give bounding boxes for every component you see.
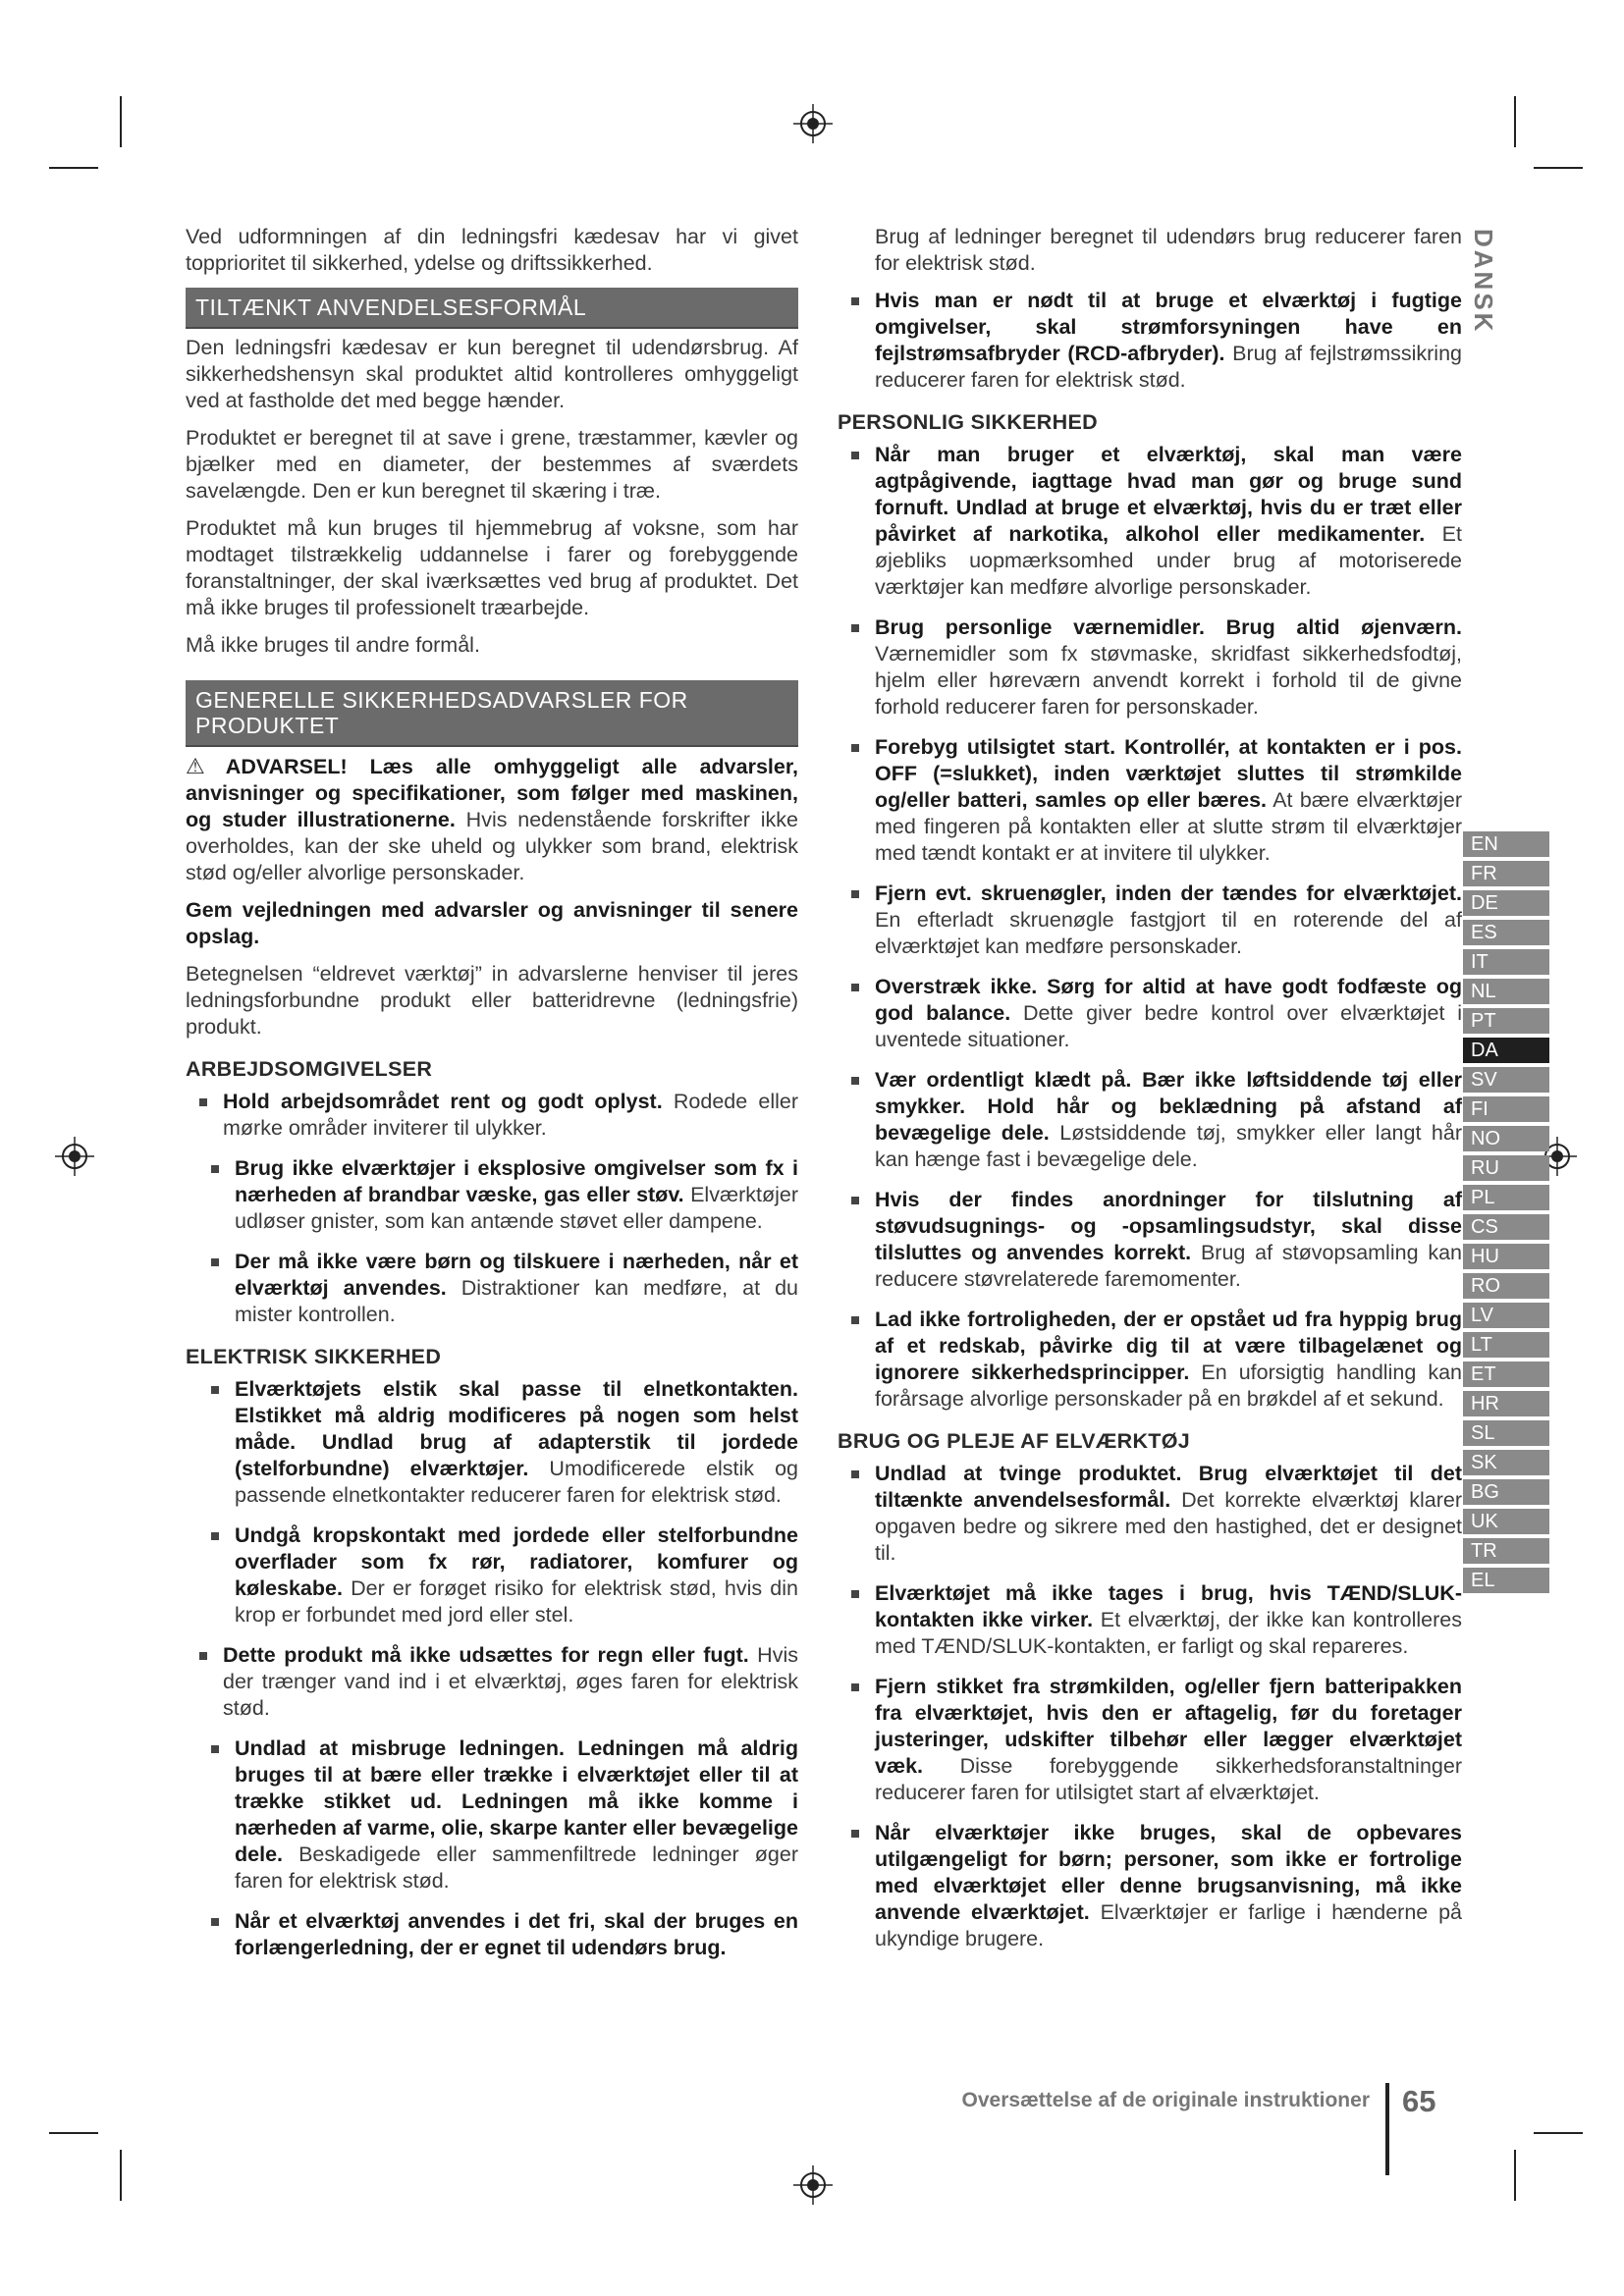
bullet-icon [851,297,859,305]
intended-paragraph: Produktet må kun bruges til hjemmebrug af voksne, som har modtaget tilstrækkelig uddannelse i farer og forebyggende foranstaltninger, der skal iværksættes ved brug af produktet. Det må ikke bruges til professionelt træarbejde. [186,516,798,619]
left-column [186,224,798,1975]
section-header-intended-use: TILTÆNKT ANVENDELSESFORMÅL [186,288,798,329]
language-tab-el: EL [1463,1568,1549,1593]
subheading-work-area: ARBEJDSOMGIVELSER [186,1057,433,1081]
subheading-electrical-safety: ELEKTRISK SIKKERHED [186,1345,442,1368]
list-item: Når man bruger et elværktøj, skal man være agtpågivende, iagttage hvad man gør og bruge sund fornuft. Undlad at bruge et elværktøj, hvis du er træt eller påvirket af narkotika, alkohol eller medikamenter. Et øjebliks uopmærksomhed under brug af motoriserede værktøjer kan medføre alvorlige personskader. [838,442,1462,601]
bullet-icon [199,1652,207,1660]
bullet-icon [211,1386,219,1394]
list-item: Når elværktøjer ikke bruges, skal de opbevares utilgængeligt for børn; personer, som ikke er fortrolige med elværktøjet eller denne brugsanvisning, må ikke anvende elværktøjet. Elværktøjer er farlige i hænderne på ukyndige brugere. [838,1820,1462,1952]
crop-mark [49,167,98,169]
page-number: 65 [1402,2084,1436,2118]
section-header-general-safety: GENERELLE SIKKERHEDSADVARSLER FOR PRODUKTET [186,680,798,747]
continued-paragraph: Brug af ledninger beregnet til udendørs brug reducerer faren for elektrisk stød. [875,225,1462,275]
language-tab-it: IT [1463,949,1549,975]
language-tab-hu: HU [1463,1244,1549,1269]
bullet-icon [211,1165,219,1173]
bullet-icon [211,1532,219,1540]
bullet-icon [211,1918,219,1926]
term-paragraph: Betegnelsen “eldrevet værktøj” in advarslerne henviser til jeres ledningsforbundne produkt eller batteridrevne (ledningsfrie) produkt. [186,962,798,1039]
bullet-icon [851,1197,859,1204]
bullet-icon [851,1077,859,1085]
bullet-icon [851,984,859,991]
bullet-icon [211,1745,219,1753]
list-item: Vær ordentligt klædt på. Bær ikke løftsiddende tøj eller smykker. Hold hår og beklædning på afstand af bevægelige dele. Løstsiddende tøj, smykker eller langt hår kan hænge fast i bevægelige dele. [838,1067,1462,1173]
bullet-icon [851,624,859,632]
footer-caption: Oversættelse af de originale instruktioner [961,2089,1370,2111]
crop-mark [120,96,122,147]
list-item: Fjern evt. skruenøgler, inden der tændes for elværktøjet. En efterladt skruenøgle fastgjort til en roterende del af elværktøjet kan medføre personskader. [838,881,1462,960]
crop-mark [120,2150,122,2201]
language-tab-lt: LT [1463,1332,1549,1358]
registration-mark-icon [793,104,833,143]
list-item: Når et elværktøj anvendes i det fri, skal der bruges en forlængerledning, der er egnet til udendørs brug. [186,1908,798,1961]
list-item: Brug personlige værnemidler. Brug altid øjenværn. Værnemidler som fx støvmaske, skridfast sikkerhedsfodtøj, hjelm eller høreværn anvendt korrekt i forhold til de givne forhold reducerer faren for personskader. [838,614,1462,721]
language-tab-pt: PT [1463,1008,1549,1034]
bullet-icon [199,1098,207,1106]
list-item: Elværktøjets elstik skal passe til elnetkontakten. Elstikket må aldrig modificeres på nogen som helst måde. Undlad brug af adapterstik til jordede (stelforbundne) elværktøjer. Umodificerede elstik og passende elnetkontakter reducerer faren for elektrisk stød. [186,1376,798,1509]
language-tab-lv: LV [1463,1303,1549,1328]
registration-mark-icon [793,2165,833,2205]
registration-mark-icon [55,1137,94,1176]
keep-instructions: Gem vejledningen med advarsler og anvisninger til senere opslag. [186,898,798,948]
list-item: Dette produkt må ikke udsættes for regn eller fugt. Hvis der trænger vand ind i et elværktøj, øges faren for elektrisk stød. [186,1642,798,1722]
list-item: Hvis man er nødt til at bruge et elværktøj i fugtige omgivelser, skal strømforsyningen have en fejlstrømsafbryder (RCD-afbryder). Brug af fejlstrømssikring reducerer faren for elektrisk stød. [838,288,1462,394]
language-tab-fr: FR [1463,861,1549,886]
intro-paragraph: Ved udformningen af din ledningsfri kædesav har vi givet topprioritet til sikkerhed, ydelse og driftssikkerhed. [186,225,798,275]
bullet-icon [851,1683,859,1691]
language-tab-hr: HR [1463,1391,1549,1416]
language-side-tab: DANSK [1469,229,1498,335]
crop-mark [49,2132,98,2134]
crop-mark [1514,96,1516,147]
bullet-icon [851,744,859,752]
list-item: Forebyg utilsigtet start. Kontrollér, at kontakten er i pos. OFF (=slukket), inden værktøjet sluttes til strømkilde og/eller batteri, samles op eller bæres. At bære elværktøjer med fingeren på kontakten eller at slutte strøm til elværktøjer med tændt kontakt er at invitere til ulykker. [838,734,1462,867]
language-tab-fi: FI [1463,1096,1549,1122]
bullet-icon [851,1830,859,1838]
list-item: Hold arbejdsområdet rent og godt oplyst. Rodede eller mørke områder inviterer til ulykker. [186,1089,798,1142]
language-tab-pl: PL [1463,1185,1549,1210]
language-index [1463,831,1549,1597]
language-tab-ru: RU [1463,1155,1549,1181]
language-tab-tr: TR [1463,1538,1549,1564]
bullet-icon [851,1590,859,1598]
crop-mark [1534,167,1583,169]
language-tab-ro: RO [1463,1273,1549,1299]
list-item: Undlad at tvinge produktet. Brug elværktøjet til det tiltænkte anvendelsesformål. Det korrekte elværktøj klarer opgaven bedre og sikrere med den hastighed, det er designet til. [838,1461,1462,1567]
language-tab-sk: SK [1463,1450,1549,1475]
list-item: Brug ikke elværktøjer i eksplosive omgivelser som fx i nærheden af brandbar væske, gas eller støv. Elværktøjer udløser gnister, som kan antænde støvet eller dampene. [186,1155,798,1235]
warning-triangle-icon: ⚠ [186,754,222,778]
warning-paragraph: ⚠ ADVARSEL! Læs alle omhyggeligt alle advarsler, anvisninger og specifikationer, som følger med maskinen, og studer illustrationerne. Hvis nedenstående forskrifter ikke overholdes, kan der ske uheld og ulykker som brand, elektrisk stød og/eller alvorlige personskader. [186,754,798,884]
language-tab-cs: CS [1463,1214,1549,1240]
language-tab-en: EN [1463,831,1549,857]
intended-paragraph: Må ikke bruges til andre formål. [186,633,480,657]
language-tab-es: ES [1463,920,1549,945]
language-tab-et: ET [1463,1362,1549,1387]
intended-paragraph: Produktet er beregnet til at save i grene, træstammer, kævler og bjælker med en diameter, der bestemmes af sværdets savelængde. Den er kun beregnet til skæring i træ. [186,426,798,503]
language-tab-no: NO [1463,1126,1549,1151]
language-tab-sv: SV [1463,1067,1549,1093]
bullet-icon [851,1470,859,1478]
language-tab-nl: NL [1463,979,1549,1004]
intended-paragraph: Den ledningsfri kædesav er kun beregnet til udendørsbrug. Af sikkerhedshensyn skal produktet altid kontrolleres omhyggeligt ved at fastholde det med begge hænder. [186,336,798,412]
crop-mark [1534,2132,1583,2134]
list-item: Overstræk ikke. Sørg for altid at have godt fodfæste og god balance. Dette giver bedre kontrol over elværktøjet i uventede situationer. [838,974,1462,1053]
list-item: Undlad at misbruge ledningen. Ledningen må aldrig bruges til at bære eller trække i elværktøjet eller til at trække stikket ud. Ledningen må ikke komme i nærheden af varme, olie, skarpe kanter eller bevægelige dele. Beskadigede eller sammenfiltrede ledninger øger faren for elektrisk stød. [186,1735,798,1895]
list-item: Der må ikke være børn og tilskuere i nærheden, når et elværktøj anvendes. Distraktioner kan medføre, at du mister kontrollen. [186,1249,798,1328]
bullet-icon [851,890,859,898]
right-column [838,224,1462,1966]
footer-divider [1385,2083,1389,2175]
list-item: Undgå kropskontakt med jordede eller stelforbundne overflader som fx rør, radiatorer, komfurer og køleskabe. Der er forøget risiko for elektrisk stød, hvis din krop er forbundet med jord eller stel. [186,1522,798,1629]
subheading-personal-safety: PERSONLIG SIKKERHED [838,410,1098,434]
bullet-icon [211,1258,219,1266]
list-item: Hvis der findes anordninger for tilslutning af støvudsugnings- og -opsamlingsudstyr, skal disse tilsluttes og anvendes korrekt. Brug af støvopsamling kan reducere støvrelaterede faremomenter. [838,1187,1462,1293]
list-item: Fjern stikket fra strømkilden, og/eller fjern batteripakken fra elværktøjet, hvis den er aftagelig, før du foretager justeringer, udskifter tilbehør eller lægger elværktøjet væk. Disse forebyggende sikkerhedsforanstaltninger reducerer faren for utilsigtet start af elværktøjet. [838,1674,1462,1806]
subheading-use-and-care: BRUG OG PLEJE AF ELVÆRKTØJ [838,1429,1191,1453]
crop-mark [1514,2150,1516,2201]
list-item: Elværktøjet må ikke tages i brug, hvis TÆND/SLUK-kontakten ikke virker. Et elværktøj, der ikke kan kontrolleres med TÆND/SLUK-kontakten, er farligt og skal repareres. [838,1580,1462,1660]
language-tab-uk: UK [1463,1509,1549,1534]
bullet-icon [851,1316,859,1324]
language-tab-sl: SL [1463,1420,1549,1446]
language-tab-de: DE [1463,890,1549,916]
list-item: Lad ikke fortroligheden, der er opstået ud fra hyppig brug af et redskab, påvirke dig til at være tilbagelænet og ignorere sikkerhedsprincipper. En uforsigtig handling kan forårsage alvorlige personskader på en brøkdel af et sekund. [838,1307,1462,1413]
bullet-icon [851,452,859,459]
language-tab-bg: BG [1463,1479,1549,1505]
language-tab-da: DA [1463,1038,1549,1063]
